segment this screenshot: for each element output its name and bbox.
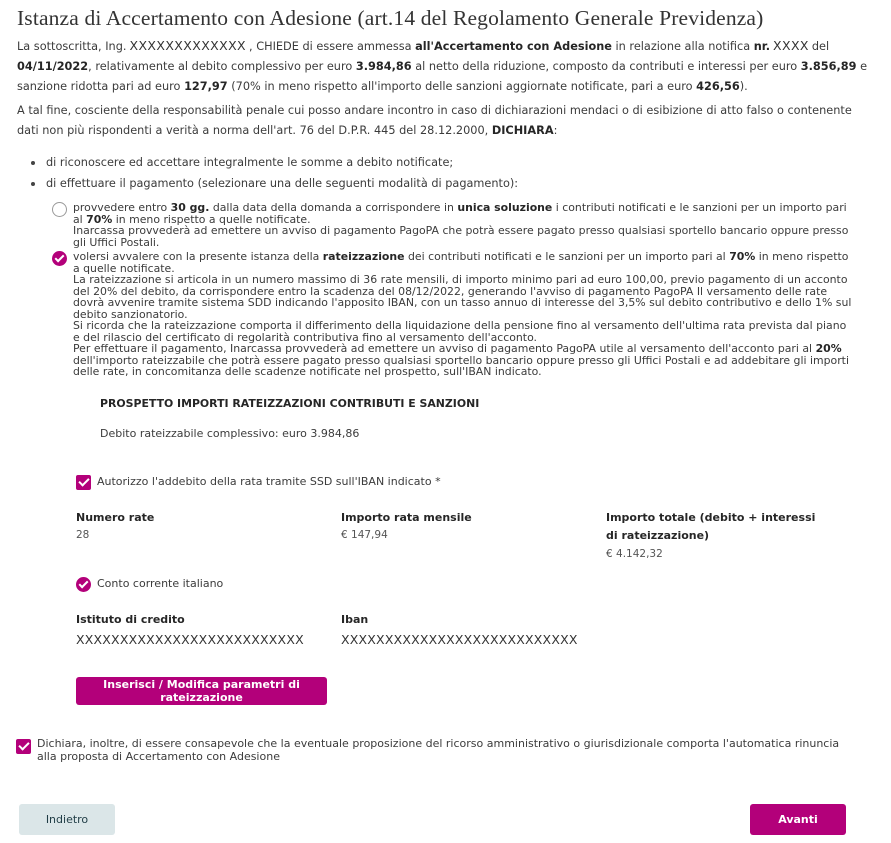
conto-corrente-label: Conto corrente italiano xyxy=(97,577,224,590)
declaration-intro: A tal fine, cosciente della responsabilità penale cui posso andare incontro in caso di dichiarazioni mendaci o di esibizione di atto falso o contenente dati non più rispondenti a verità a norma dell'art. 76 del D.P.R. 445 del 28.12.2000, DICHIARA: xyxy=(17,104,852,137)
iban-value: XXXXXXXXXXXXXXXXXXXXXXXXXXX xyxy=(341,632,578,647)
authorize-debit-label: Autorizzo l'addebito della rata tramite SSD sull'IBAN indicato * xyxy=(97,475,441,488)
declaration-label: Dichiara, inoltre, di essere consapevole che la eventuale proposizione del ricorso amministrativo o giurisdizionale comporta l'automatica rinuncia alla proposta di Accertamento con Adesione xyxy=(37,737,840,763)
numero-rate-value: 28 xyxy=(76,529,90,541)
importo-rata-header: Importo rata mensile xyxy=(341,511,472,524)
importo-rata-value: € 147,94 xyxy=(341,529,388,541)
intro-paragraph: La sottoscritta, Ing. XXXXXXXXXXXXX , CHIEDE di essere ammessa all'Accertamento con Adesione in relazione alla notifica nr. XXXX del 04/11/2022, relativamente al debito complessivo per euro 3.984,86 al netto della riduzione, composto da contributi e interessi per euro 3.856,89 e sanzione ridotta pari ad euro 127,97 (70% in meno rispetto all'importo delle sanzioni aggiornate notificate, pari a euro 426,56). xyxy=(17,38,868,93)
numero-rate-header: Numero rate xyxy=(76,511,155,524)
radio-installments[interactable] xyxy=(52,251,67,266)
importo-totale-value: € 4.142,32 xyxy=(606,548,663,560)
payment-option-single[interactable] xyxy=(52,202,852,248)
prospetto-title: PROSPETTO IMPORTI RATEIZZAZIONI CONTRIBUTI E SANZIONI xyxy=(100,397,480,410)
option-single-text: provvedere entro 30 gg. dalla data della domanda a corrispondere in unica soluzione i contributi notificati e le sanzioni per un importo pari al 70% in meno rispetto a quelle notificate. Inarcassa provvederà ad emettere un avviso di pagamento PagoPA che potrà essere pagato presso qualsiasi sportello bancario oppure presso gli Uffici Postali. xyxy=(73,201,849,249)
istituto-value: XXXXXXXXXXXXXXXXXXXXXXXXXX xyxy=(76,632,304,647)
bullet-item: di effettuare il pagamento (selezionare una delle seguenti modalità di pagamento): xyxy=(30,173,518,194)
option-installments-text: volersi avvalere con la presente istanza della rateizzazione dei contributi notificati e le sanzioni per un importo pari al 70% in meno rispetto a quelle notificate. La rateizzazione si articola in un numero massimo di 36 rate mensili, di importo minimo pari ad euro 100,00, previo pagamento di un acconto del 20% del debito, da corrispondere entro la scadenza del 08/12/2022, generando l'avviso di pagamento PagoPA Il versamento delle rate dovrà avvenire tramite sistema SDD indicando l'apposito IBAN, con un tasso annuo di interesse del 3,5% sul debito contributivo e dello 1% sul debito sanzionatorio. Si ricorda che la rateizzazione comporta il differimento della liquidazione della pensione fino al versamento dell'ultima rata prevista dal piano e del rilascio del certificato di regolarità contributiva fino al versamento dell'acconto. Per effettuare il pagamento, Inarcassa provvederà ad emettere un avviso di pagamento PagoPA utile al versamento dell'acconto pari al 20% dell'importo rateizzabile che potrà essere pagato presso qualsiasi sportello bancario oppure presso gli Uffici Postali e ad addebitare gli importi delle rate, in concomitanza delle scadenze notificate nel prospetto, sull'IBAN indicato. xyxy=(73,250,852,378)
next-button[interactable]: Avanti xyxy=(750,804,846,835)
masked-nr: XXXX xyxy=(773,38,809,53)
page-title: Istanza di Accertamento con Adesione (art.14 del Regolamento Generale Previdenza) xyxy=(17,6,764,30)
masked-name: XXXXXXXXXXXXX xyxy=(129,38,247,53)
payment-option-installments[interactable] xyxy=(52,250,852,378)
importo-totale-header: Importo totale (debito + interessi di rateizzazione) xyxy=(606,511,816,542)
istituto-header: Istituto di credito xyxy=(76,613,185,626)
declaration-checkbox[interactable] xyxy=(16,739,31,754)
radio-single-payment[interactable] xyxy=(52,202,67,217)
bullet-item: di riconoscere ed accettare integralmente le somme a debito notificate; xyxy=(30,152,518,173)
authorize-debit-checkbox[interactable] xyxy=(76,475,91,490)
conto-corrente-radio[interactable] xyxy=(76,577,91,592)
edit-installment-button[interactable]: Inserisci / Modifica parametri di rateizzazione xyxy=(76,677,327,705)
bullet-list xyxy=(30,152,518,194)
iban-header: Iban xyxy=(341,613,369,626)
back-button[interactable]: Indietro xyxy=(19,804,115,835)
debito-rateizzabile: Debito rateizzabile complessivo: euro 3.984,86 xyxy=(100,427,360,440)
